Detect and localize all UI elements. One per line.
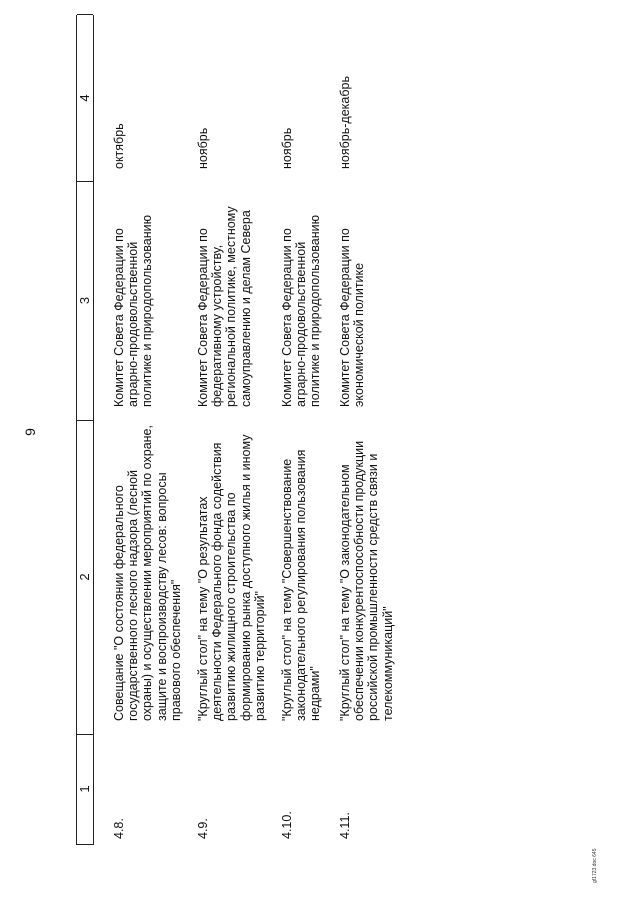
header-col-2: 2 [77, 420, 93, 735]
document-code: gf1723.doc 645 [592, 848, 598, 883]
event-description: Совещание "О состоянии федерального государственного лесного надзора (лесной охраны) и осуществлении мероприятий по охране, защите и воспроизводству лесов: вопросы правового обеспечения" [112, 425, 183, 721]
event-term: ноябрь [196, 127, 210, 169]
responsible-committee: Комитет Совета Федерации по аграрно-продовольственной политике и природопользованию [112, 214, 155, 407]
event-term: октябрь [112, 123, 126, 169]
row-number: 4.8. [112, 818, 126, 839]
responsible-committee: Комитет Совета Федерации по федеративному устройству, региональной политике, местному самоуправлению и делам Севера [196, 206, 253, 407]
header-col-3: 3 [77, 181, 93, 421]
row-number: 4.11. [338, 812, 352, 839]
table-header [76, 15, 94, 845]
row-number: 4.10. [280, 811, 294, 839]
header-col-1: 1 [77, 734, 93, 845]
row-number: 4.9. [196, 818, 210, 839]
event-description: "Круглый стол" на тему "О результатах деятельности Федерального фонда содействия развитию жилищного строительства по формированию рынка доступного жилья и иному развитию территорий" [196, 434, 267, 721]
responsible-committee: Комитет Совета Федерации по экономической политике [338, 228, 367, 407]
header-col-4: 4 [77, 14, 93, 182]
event-description: "Круглый стол" на тему "Совершенствование законодательного регулирования пользования недрами" [280, 449, 323, 721]
event-term: ноябрь [280, 127, 294, 169]
event-term: ноябрь-декабрь [338, 76, 352, 169]
page-number: 9 [22, 428, 38, 436]
event-description: "Круглый стол" на тему "О законодательном обеспечении конкурентоспособности продукции российской промышленности средств связи и телекоммуникаций" [338, 440, 395, 721]
responsible-committee: Комитет Совета Федерации по аграрно-продовольственной политике и природопользованию [280, 214, 323, 407]
